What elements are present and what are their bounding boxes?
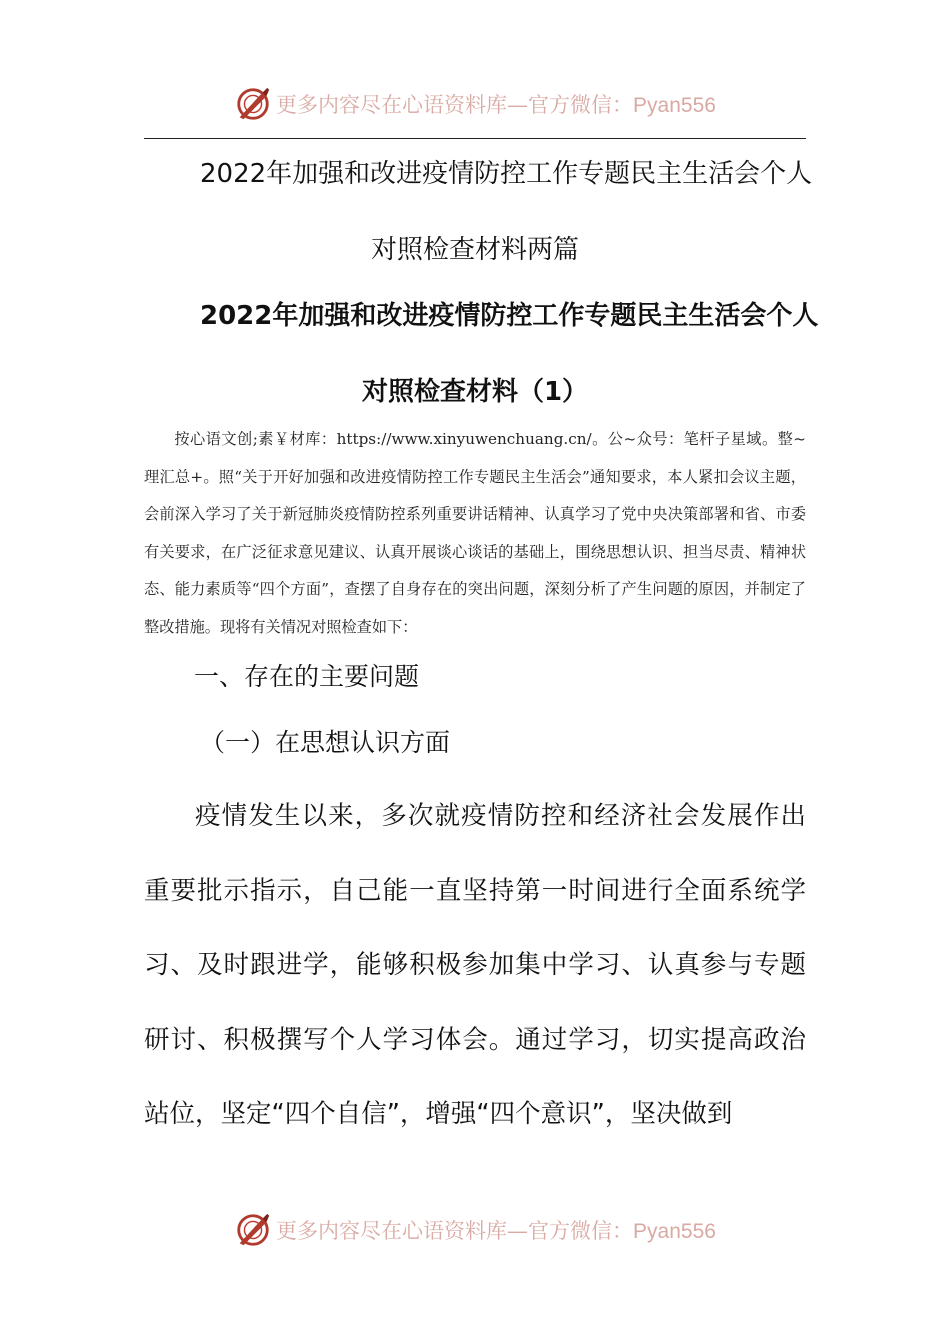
intro-paragraph: 按心语文创;素￥材库：https://www.xinyuwenchuang.cn/。公~众号：笔杆子星域。整~理汇总+。照“关于开好加强和改进疫情防控工作专题民主生活会”通知要求，本人紧扣会议主题，会前深入学习了关于新冠肺炎疫情防控系列重要讲话精神、认真学习了党中央决策部署和省、市委有关要求，在广泛征求意见建议、认真开展谈心谈话的基础上，围绕思想认识、担当尽责、精神状态、能力素质等“四个方面”，查摆了自身存在的突出问题，深刻分析了产生问题的原因，并制定了整改措施。现将有关情况对照检查如下：	[144, 430, 806, 636]
main-title-line-1: 2022年加强和改进疫情防控工作专题民主生活会个人	[200, 159, 813, 189]
wechat-id: Pyan556	[633, 1220, 716, 1243]
banner-text: 更多内容尽在心语资料库—官方微信：Pyan556	[276, 93, 716, 117]
sub-title-line-2: 对照检查材料（1）	[361, 377, 589, 407]
sub-title-line-1: 2022年加强和改进疫情防控工作专题民主生活会个人	[200, 301, 819, 331]
pen-logo-icon	[234, 1211, 272, 1249]
header-divider	[144, 138, 806, 139]
body-paragraph: 疫情发生以来，多次就疫情防控和经济社会发展作出重要批示指示，自己能一直坚持第一时间进行全面系统学习、及时跟进学，能够积极参加集中学习、认真参与专题研讨、积极撰写个人学习体会。通过学习，切实提高政治站位，坚定“四个自信”，增强“四个意识”，坚决做到	[144, 801, 806, 1130]
banner-text: 更多内容尽在心语资料库—官方微信：Pyan556	[276, 1219, 716, 1243]
subsection-heading: （一）在思想认识方面	[200, 728, 451, 757]
footer-banner	[0, 1208, 950, 1252]
pen-logo-icon	[234, 85, 272, 123]
section-heading: 一、存在的主要问题	[194, 662, 420, 691]
wechat-id: Pyan556	[633, 94, 716, 117]
header-banner	[0, 82, 950, 126]
main-title-line-2: 对照检查材料两篇	[370, 235, 579, 265]
